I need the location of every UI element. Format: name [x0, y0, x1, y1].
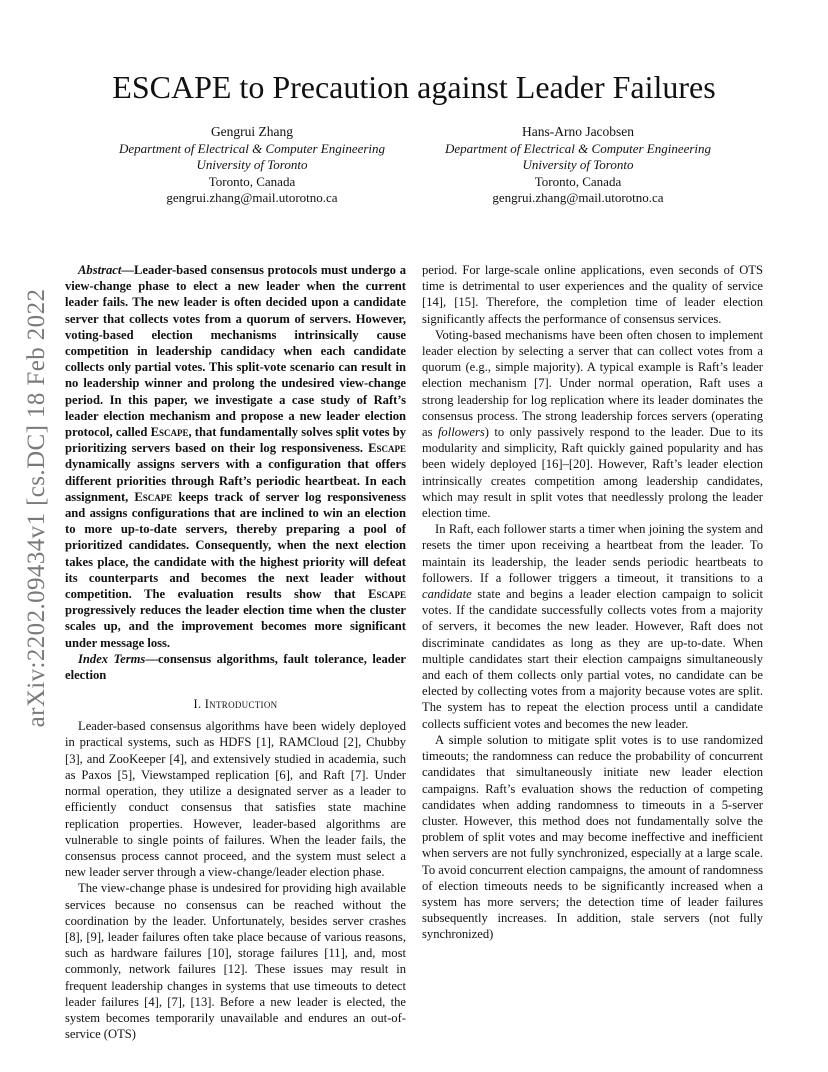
- author-name: Gengrui Zhang: [210, 124, 294, 139]
- title-smallcaps: SCAPE: [131, 69, 232, 105]
- author-email: gengrui.zhang@mail.utorotno.ca: [492, 190, 664, 206]
- paragraph: A simple solution to mitigate split votes is to use randomized timeouts; the randomness can reduce the probability of concurrent candidates that simultaneously initiate new leader election campaigns. Raft’s evaluation shows the reduction of competing candidates when adding randomness to timeouts in a 5-server cluster. However, this method does not fundamentally solve the problem of split votes and may become ineffective and inefficient when servers are not fully synchronized, especially at a large scale. To avoid concurrent election campaigns, the amount of randomness of election timeouts needs to be significantly increased when a system has more servers; the detection time of leader failures subsequently increases. In addition, stale servers (not fully synchronized): [422, 732, 763, 942]
- author-univ: University of Toronto: [522, 157, 634, 173]
- abstract-label: Abstract: [78, 263, 122, 277]
- escape-name: Escape: [150, 425, 189, 440]
- abstract-text: keeps track of server log responsiveness and assigns configurations that are inclined to win an election to more up-to-date servers, thereby preparing a pool of prioritized candidates. Consequently, when the next election takes place, the candidate with the highest priority will defeat its counterparts and becomes the next leader without competition. The evaluation results show that: [65, 489, 407, 602]
- paragraph-text: ) to only passively respond to the leader. Due to its modularity and simplicity, Raft quickly gained popularity and has been widely deployed [16]–[20]. However, Raft’s leader election intrinsically creates competition among leadership candidates, which may result in split votes that needlessly prolong the leader election time.: [422, 425, 764, 521]
- escape-name: Escape: [134, 489, 173, 504]
- paragraph-text: state and begins a leader election campaign to solicit votes. If the candidate successfully collects votes from a majority of servers, it becomes the new leader. However, Raft does not discriminate candidates as long as they are up-to-date. When multiple candidates start their election campaigns simultaneously and each of them collects only partial votes, no candidate can be elected by collecting votes from a majority because votes are split. The system has to repeat the election process until a candidate collects sufficient votes and becomes the new leader.: [422, 587, 763, 731]
- author-dept: Department of Electrical & Computer Engineering: [444, 140, 712, 156]
- title-rest: to Precaution against Leader Failures: [231, 69, 716, 105]
- paragraph-text: In Raft, each follower starts a timer when joining the system and resets the timer upon receiving a heartbeat from the leader. To maintain its leadership, the leader sends periodic heartbeats to followers. If a follower triggers a timeout, it transitions to a: [422, 522, 763, 585]
- abstract: [65, 262, 406, 651]
- arxiv-sidebar: [22, 248, 52, 768]
- paragraph-text: Voting-based mechanisms have been often chosen to implement leader election by selecting a server that can collect votes from a quorum (e.g., simple majority). A typical example is Raft’s leader election mechanism [7]. Under normal operation, Raft uses a strong leadership for log replication where its leader dominates the consensus process. The strong leadership forces servers (operating as: [422, 327, 763, 440]
- author-block-1: [87, 124, 417, 207]
- author-univ: University of Toronto: [196, 157, 308, 173]
- index-terms-label: Index Terms: [78, 651, 146, 666]
- paragraph: Leader-based consensus algorithms have been widely deployed in practical systems, such as HDFS [1], RAMCloud [2], Chubby [3], and ZooKeeper [4], and extensively studied in academia, such as Paxos [5], Viewstamped replication [6], and Raft [7]. Under normal operation, they utilize a designated server as a leader to efficiently conduct consensus that satisfies state machine replication properties. However, leader-based algorithms are vulnerable to single points of failures. When the leader fails, the consensus process cannot proceed, and the system must select a new leader server through a view-change/leader election phase.: [65, 719, 406, 880]
- paragraph: [422, 327, 763, 521]
- escape-name: Escape: [368, 441, 406, 456]
- author-name: Hans-Arno Jacobsen: [521, 124, 635, 139]
- right-column: [422, 262, 763, 943]
- paragraph: period. For large-scale online applications, even seconds of OTS time is detrimental to user experiences and the quality of service [14], [15]. Therefore, the completion time of leader election significantly affects the performance of consensus services.: [422, 263, 763, 326]
- paragraph: [422, 521, 763, 732]
- author-block-2: [413, 124, 743, 207]
- title-initial: E: [112, 69, 132, 105]
- arxiv-identifier: arXiv:2202.09434v1 [cs.DC] 18 Feb 2022: [23, 288, 50, 728]
- paper-title: [0, 68, 828, 106]
- paragraph: The view-change phase is undesired for providing high available services because no consensus can be reached without the coordination by the leader. Unfortunately, besides server crashes [8], [9], leader failures often take place because of various reasons, such as hardware failures [10], storage failures [11], and, most commonly, network failures [12]. These issues may result in frequent leadership changes in systems that use timeouts to detect leader failures [4], [7], [13]. Before a new leader is elected, the system becomes temporarily unavailable and endures an out-of-service (OTS): [65, 881, 406, 1042]
- section-heading: I. Introduction: [193, 697, 278, 712]
- author-email: gengrui.zhang@mail.utorotno.ca: [166, 190, 338, 206]
- emphasis: followers: [437, 425, 485, 440]
- author-location: Toronto, Canada: [534, 173, 622, 189]
- left-column: [65, 262, 406, 1042]
- escape-name: Escape: [368, 587, 406, 602]
- emphasis: candidate: [422, 587, 472, 602]
- abstract-text: —Leader-based consensus protocols must undergo a view-change phase to elect a new leader when the current leader fails. The new leader is often decided upon a candidate server that collects votes from a quorum of servers. However, voting-based election mechanisms intrinsically cause competition in leadership candidacy when each candidate collects only partial votes. This split-vote scenario can result in no leadership winner and prolong the undesired view-change period. In this paper, we investigate a case study of Raft’s leader election mechanism and propose a new leader election protocol, called: [65, 263, 406, 440]
- author-dept: Department of Electrical & Computer Engineering: [118, 140, 386, 156]
- author-location: Toronto, Canada: [208, 173, 296, 189]
- index-terms: [65, 651, 406, 683]
- abstract-text: dynamically assigns servers with a configuration that offers different priorities through Raft’s periodic heartbeat. In each assignment,: [65, 457, 406, 504]
- abstract-text: progressively reduces the leader election time when the cluster scales up, and the improvement becomes more significant under message loss.: [65, 603, 406, 650]
- index-terms-text: —consensus algorithms, fault tolerance, leader election: [65, 651, 406, 683]
- abstract-text: , that fundamentally solves split votes by prioritizing servers based on their log responsiveness.: [65, 425, 406, 456]
